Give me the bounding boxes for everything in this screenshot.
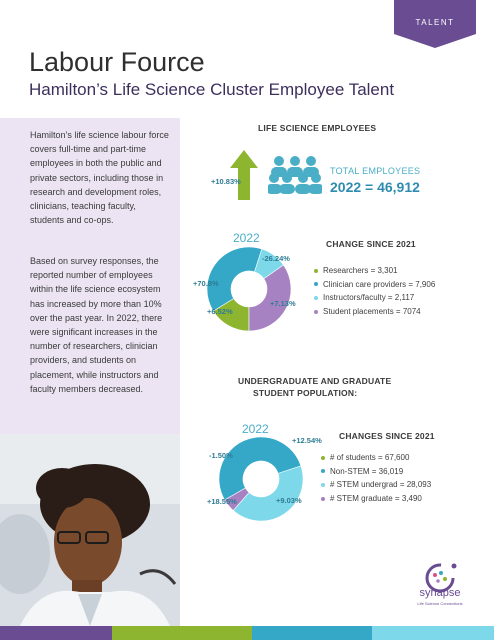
legend-label: # STEM graduate = 3,490: [330, 493, 422, 503]
legend-item: [321, 478, 431, 492]
legend-label: # STEM undergrad = 28,093: [330, 480, 432, 490]
legend-dot: [314, 282, 318, 286]
students-heading-line1: UNDERGRADUATE AND GRADUATE: [238, 376, 392, 386]
section-tag-label: TALENT: [415, 18, 455, 27]
legend-dot: [321, 497, 325, 501]
pct-nonstem: -1.50%: [209, 451, 233, 460]
employees-heading: LIFE SCIENCE EMPLOYEES: [258, 123, 377, 133]
section-tag: [394, 0, 476, 48]
donut2-year: 2022: [242, 422, 269, 436]
legend-label: Researchers = 3,301: [323, 266, 398, 275]
pct-researchers: +6.52%: [207, 307, 233, 316]
legend-dot: [321, 456, 325, 460]
scientist-photo: [0, 434, 180, 626]
students-heading-line2: STUDENT POPULATION:: [253, 388, 358, 398]
employees-growth: +10.83%: [211, 177, 241, 186]
footer-bar-segment: [112, 626, 252, 640]
legend-label: Instructors/faculty = 2,117: [323, 293, 415, 303]
legend-dot: [321, 469, 325, 473]
legend-item: [314, 264, 435, 278]
student-donut-chart: [218, 436, 304, 522]
total-employees-label: TOTAL EMPLOYEES: [330, 166, 421, 176]
logo-wordmark: synapse: [419, 587, 461, 599]
sidebar-paragraph-1: Hamilton’s life science labour force covers full-time and part-time employees in both the public and private sectors, including those in research and development roles, clinicians, teaching faculty, students and co-ops.: [30, 130, 169, 226]
legend-dot: [314, 269, 318, 273]
legend-label: # of students = 67,600: [330, 453, 410, 462]
page-title: Labour Fource: [29, 47, 205, 77]
footer-bar-segment: [252, 626, 372, 640]
up-arrow-icon: [230, 150, 258, 200]
footer-bar-segment: [0, 626, 112, 640]
people-group-icon: [268, 154, 322, 198]
footer-bar-segment: [372, 626, 494, 640]
legend-dot: [321, 483, 325, 487]
page-subtitle: Hamilton’s Life Science Cluster Employee Talent: [29, 80, 395, 99]
logo-tagline: Life Science Connections: [417, 601, 463, 606]
legend-dot: [314, 296, 318, 300]
pct-students: +70.8%: [193, 279, 219, 288]
pct-graduate: +9.03%: [276, 496, 302, 505]
legend-item: [321, 492, 431, 506]
total-employees-value: 2022 = 46,912: [330, 179, 420, 195]
footer-color-bar: [0, 626, 494, 640]
donut1-year: 2022: [233, 231, 260, 245]
sidebar-paragraph-2: Based on survey responses, the reported number of employees within the life science ecosystem has increased by more than 10% over the past year. In 2022, there were significant increases in the number of researchers, clinician providers, and students on placement, while instructors and faculty members decreased.: [30, 256, 163, 394]
students-change-heading: CHANGES SINCE 2021: [339, 431, 435, 441]
legend-label: Student placements = 7074: [323, 306, 421, 316]
pct-undergrad: +18.55%: [207, 497, 237, 506]
legend-item: [321, 451, 431, 465]
legend-dot: [314, 310, 318, 314]
change-heading: CHANGE SINCE 2021: [326, 239, 416, 249]
pct-clinician: +7.13%: [270, 299, 296, 308]
students-legend: [321, 451, 431, 505]
legend-item: [314, 305, 435, 319]
legend-item: [314, 291, 435, 305]
pct-instructors: -26.24%: [262, 254, 290, 263]
legend-item: [321, 465, 431, 479]
pct-total-students: +12.54%: [292, 436, 322, 445]
legend-label: Clinician care providers = 7,906: [323, 279, 436, 289]
legend-label: Non-STEM = 36,019: [330, 466, 404, 476]
donut-slice-student-placements: [249, 265, 291, 331]
change-legend: [314, 264, 435, 318]
legend-item: [314, 278, 435, 292]
